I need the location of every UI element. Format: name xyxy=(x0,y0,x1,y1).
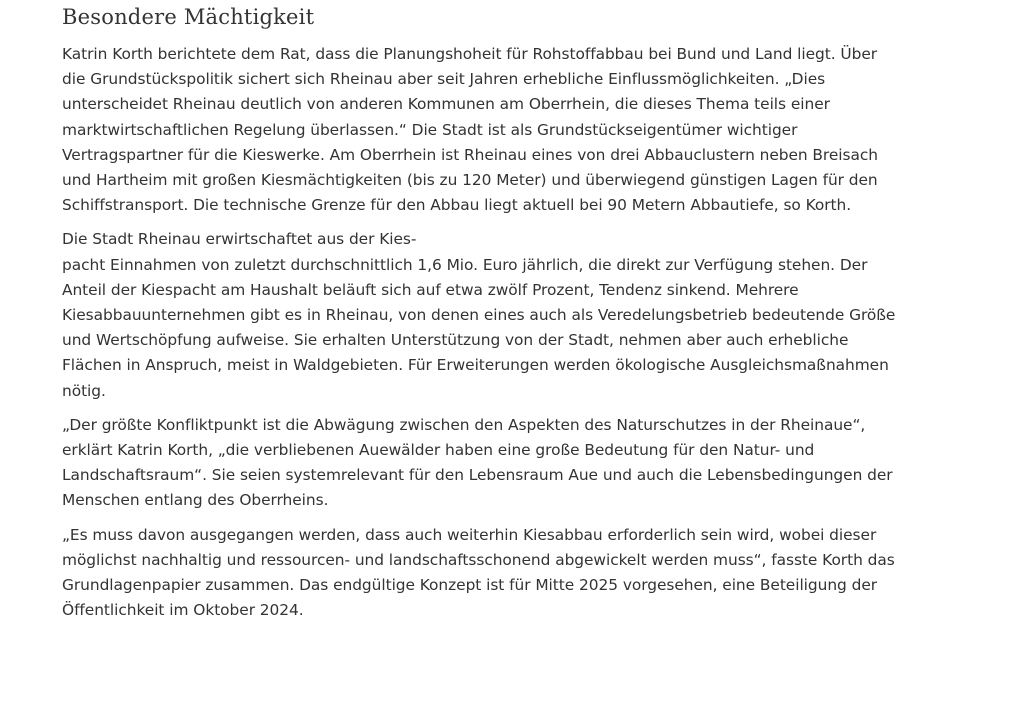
paragraph-line: und Wertschöpfung aufweise. Sie erhalten Unterstützung von der Stadt, nehmen aber auch erhebliche xyxy=(62,331,849,350)
paragraph-line: pacht Einnahmen von zuletzt durchschnittlich 1,6 Mio. Euro jährlich, die direkt zur Verfügung stehen. Der xyxy=(62,255,868,274)
paragraph-line: Landschaftsraum“. Sie seien systemrelevant für den Lebensraum Aue und auch die Lebensbedingungen der xyxy=(62,466,893,485)
paragraph-line: Die Stadt Rheinau erwirtschaftet aus der Kies- xyxy=(62,230,417,249)
paragraph-line: Anteil der Kiespacht am Haushalt beläuft sich auf etwa zwölf Prozent, Tendenz sinkend. Mehrere xyxy=(62,280,799,299)
paragraph-line: Katrin Korth berichtete dem Rat, dass die Planungshoheit für Rohstoffabbau bei Bund und Land liegt. Über xyxy=(62,45,878,63)
paragraph-line: Flächen in Anspruch, meist in Waldgebieten. Für Erweiterungen werden ökologische Ausgleichsmaßnahmen xyxy=(62,356,889,375)
paragraph-line: nötig. xyxy=(62,381,106,400)
paragraph-line: die Grundstückspolitik sichert sich Rheinau aber seit Jahren erhebliche Einflussmöglichkeiten. „Dies xyxy=(62,70,826,89)
paragraph-line: möglichst nachhaltig und ressourcen- und landschaftsschonend abgewickelt werden muss“, fasste Korth das xyxy=(62,550,895,569)
paragraph xyxy=(62,523,922,624)
paragraph-list xyxy=(62,42,922,623)
paragraph-line: und Hartheim mit großen Kiesmächtigkeiten (bis zu 120 Meter) und überwiegend günstigen Lagen für den xyxy=(62,171,878,190)
paragraph-line: marktwirtschaftlichen Regelung überlassen.“ Die Stadt ist als Grundstückseigentümer wichtiger xyxy=(62,120,798,139)
paragraph-line: Vertragspartner für die Kieswerke. Am Oberrhein ist Rheinau eines von drei Abbauclustern neben Breisach xyxy=(62,145,878,164)
paragraph-line: Kiesabbauunternehmen gibt es in Rheinau, von denen eines auch als Veredelungsbetrieb bedeutende Größe xyxy=(62,306,896,325)
paragraph-line: Schiffstransport. Die technische Grenze für den Abbau liegt aktuell bei 90 Metern Abbautiefe, so Korth. xyxy=(62,196,852,215)
paragraph-line: „Es muss davon ausgegangen werden, dass auch weiterhin Kiesabbau erforderlich sein wird, wobei dieser xyxy=(62,525,877,544)
paragraph xyxy=(62,227,922,403)
paragraph-line: erklärt Katrin Korth, „die verbliebenen Auewälder haben eine große Bedeutung für den Natur- und xyxy=(62,441,815,460)
paragraph-line: Öffentlichkeit im Oktober 2024. xyxy=(62,601,304,620)
article-body xyxy=(62,2,922,632)
paragraph xyxy=(62,413,922,514)
section-heading: Besondere Mächtigkeit xyxy=(62,5,315,29)
paragraph-line: unterscheidet Rheinau deutlich von anderen Kommunen am Oberrhein, die dieses Thema teils einer xyxy=(62,95,830,114)
paragraph-line: Grundlagenpapier zusammen. Das endgültige Konzept ist für Mitte 2025 vorgesehen, eine Beteiligung der xyxy=(62,576,878,595)
paragraph-line: Menschen entlang des Oberrheins. xyxy=(62,491,329,510)
paragraph xyxy=(62,42,922,218)
paragraph-line: „Der größte Konfliktpunkt ist die Abwägung zwischen den Aspekten des Naturschutzes in der Rheinaue“, xyxy=(62,415,866,434)
